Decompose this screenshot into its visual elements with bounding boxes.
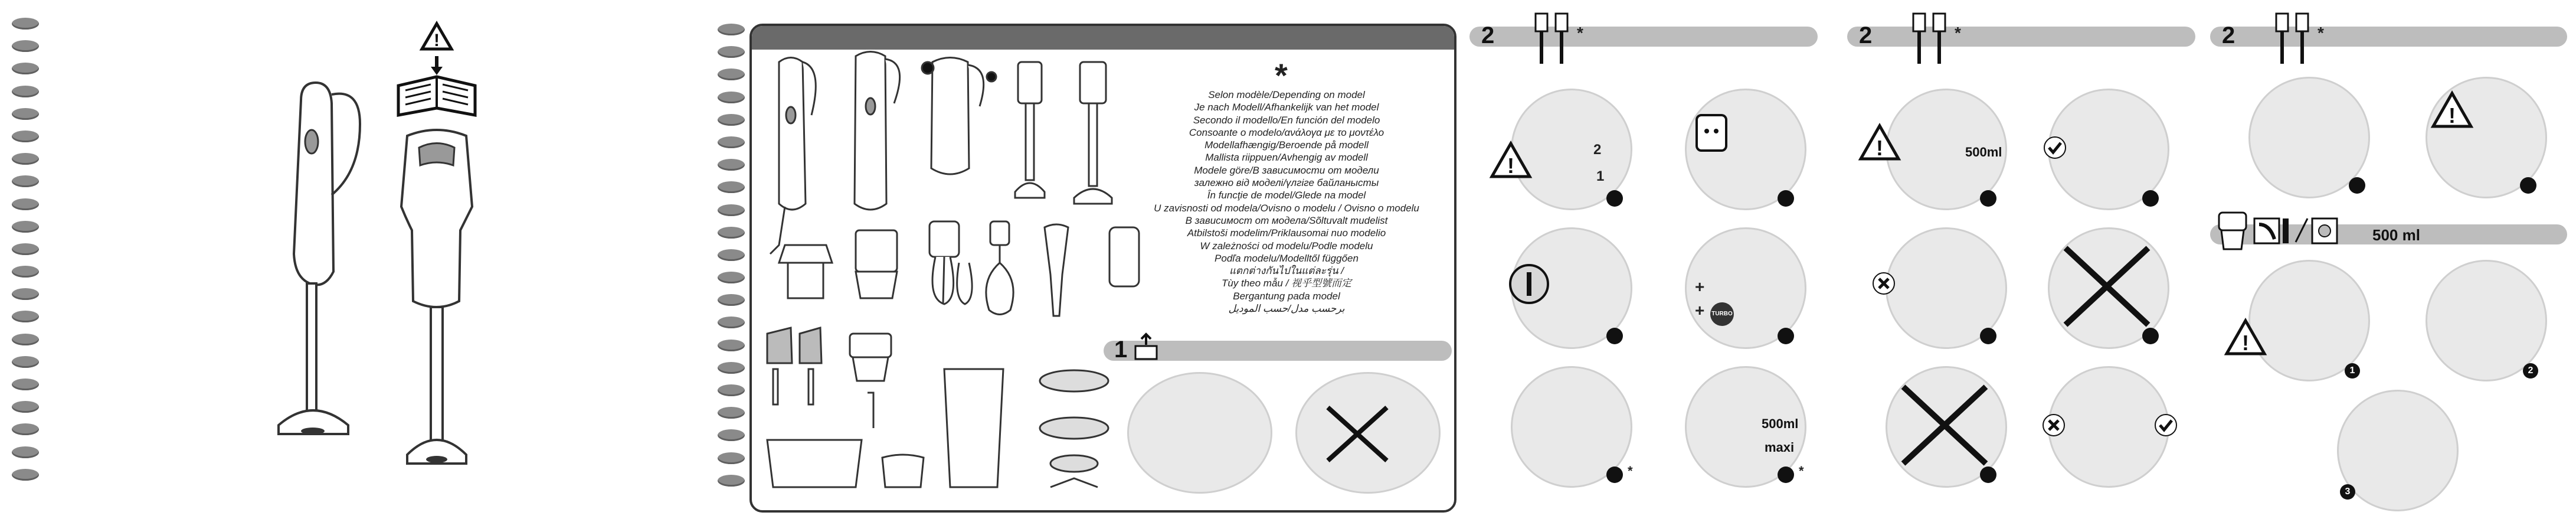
variants-note-line: Bergantung pada model — [1233, 290, 1340, 302]
variants-note-line: Modellafhængig/Beroende på modell — [1204, 139, 1369, 151]
variants-note-line: Tùy theo mẫu / 视乎型號而定 — [1221, 278, 1352, 289]
stick-icon — [1534, 11, 1570, 70]
cross-icon — [2060, 242, 2154, 331]
warning-triangle-icon — [1490, 142, 1531, 178]
chopper-accessory-icons — [2213, 207, 2355, 254]
step-2a-asterisk: * — [1577, 24, 1583, 42]
step-2a-number: 2 — [1481, 22, 1495, 48]
rotation-mark-1: 1 — [1596, 168, 1605, 184]
svg-text:!: ! — [2242, 331, 2249, 355]
variants-note-line: Je nach Modell/Afhankelijk van het model — [1194, 102, 1379, 113]
warning-book-icon — [392, 21, 481, 121]
hand-blender-side-illustration — [266, 77, 378, 443]
variants-note-line: U zavisnosti od modela/Ovisno o modelu / Ovisno o modelu — [1154, 202, 1419, 214]
maxi-label: maxi — [1765, 440, 1795, 455]
step-2c-asterisk: * — [2318, 24, 2324, 42]
check-icon — [2043, 136, 2067, 159]
sequence-badge-3: 3 — [2340, 484, 2355, 500]
sequence-badge-1: 1 — [2345, 363, 2360, 379]
svg-text:!: ! — [1876, 136, 1883, 160]
step-indicator-dot — [1606, 466, 1623, 483]
variants-note-line: Mallista riippuen/Avhengig av modell — [1205, 152, 1368, 164]
step-indicator-dot — [2142, 190, 2159, 207]
variants-note-line: залежно від моделі/үлгіге байланысты — [1194, 177, 1379, 189]
spiral-binding-middle — [718, 24, 746, 497]
cross-icon — [1322, 402, 1393, 466]
step-1-unpack-image — [1127, 372, 1272, 494]
variants-note — [1148, 89, 1425, 315]
svg-text:!: ! — [2449, 103, 2456, 128]
step-2a-asterisk: * — [1799, 464, 1804, 478]
volume-label: 500ml — [1762, 416, 1799, 431]
check-icon — [2154, 413, 2178, 437]
variants-note-line: Consoante o modelo/ανάλογα με το μοντέλο — [1189, 126, 1384, 138]
volume-label: 500 ml — [2372, 226, 2420, 244]
step-2c-chopper-attach-image — [2337, 390, 2459, 511]
step-indicator-dot — [1606, 328, 1623, 344]
variants-note-line: În funcţie de model/Glede na model — [1207, 190, 1366, 201]
components-panel-header — [752, 26, 1454, 50]
cross-icon — [2042, 413, 2066, 437]
step-2c-number: 2 — [2222, 22, 2235, 48]
spiral-binding-left — [12, 18, 40, 491]
warning-triangle-icon — [1859, 124, 1900, 161]
variants-note-line: Secondo il modello/En función del modelo — [1193, 114, 1380, 126]
volume-label: 500ml — [1965, 145, 2002, 159]
rotation-mark-2: 2 — [1593, 142, 1602, 158]
step-2a-asterisk: * — [1628, 464, 1633, 478]
variants-note-line: برحسب مدل/حسب الموديل — [1228, 303, 1345, 315]
svg-text:!: ! — [1507, 154, 1514, 178]
step-2b-asterisk: * — [1955, 24, 1961, 42]
step-indicator-dot — [2142, 328, 2159, 344]
variants-note-line: Selon modèle/Depending on model — [1208, 89, 1365, 100]
step-2b-accessory-compare-image — [2048, 366, 2169, 488]
step-2b-bar — [1847, 27, 2195, 47]
turbo-button: TURBO — [1710, 302, 1734, 326]
step-indicator-dot — [2349, 177, 2365, 194]
warning-triangle-icon — [2225, 319, 2266, 355]
step-indicator-dot — [1980, 190, 1996, 207]
step-2b-number: 2 — [1859, 22, 1873, 48]
step-1-number: 1 — [1114, 337, 1128, 363]
plus-label: + — [1695, 278, 1705, 296]
power-button-icon — [1508, 263, 1550, 305]
variants-note-line: W zależności od modelu/Podle modelu — [1200, 240, 1373, 252]
warning-triangle-icon — [2431, 92, 2473, 128]
cross-icon — [1872, 272, 1896, 295]
variants-note-line: Modele göre/В зависимости от модели — [1194, 164, 1379, 176]
step-indicator-dot — [2520, 177, 2536, 194]
step-indicator-dot — [1606, 190, 1623, 207]
variants-note-line: แตกต่างกันไปในแต่ละรุ่น / — [1229, 265, 1344, 277]
step-indicator-dot — [1980, 328, 1996, 344]
unpack-icon — [1133, 332, 1159, 361]
step-2a-bar — [1469, 27, 1818, 47]
step-2c-bar — [2210, 27, 2567, 47]
variants-asterisk: * — [1275, 57, 1288, 94]
variants-note-line: Atbilstoši modelim/Priklausomai nuo modelio — [1187, 227, 1386, 239]
step-indicator-dot — [1778, 190, 1794, 207]
hand-blender-front-illustration — [384, 124, 490, 478]
sequence-badge-2: 2 — [2523, 363, 2538, 379]
power-plug-icon — [1694, 112, 1729, 154]
stick-icon — [1912, 11, 1947, 70]
svg-text:!: ! — [434, 31, 440, 50]
plus-label: + — [1695, 301, 1705, 319]
step-indicator-dot — [1778, 466, 1794, 483]
no-heat-icon — [1897, 381, 1992, 469]
stick-icon — [2275, 11, 2310, 70]
step-indicator-dot — [1980, 466, 1996, 483]
variants-note-line: Podľa modelu/Modelltől függően — [1215, 252, 1359, 264]
variants-note-line: В зависимост от модела/Sõltuvalt mudelist — [1185, 214, 1388, 226]
step-indicator-dot — [1778, 328, 1794, 344]
